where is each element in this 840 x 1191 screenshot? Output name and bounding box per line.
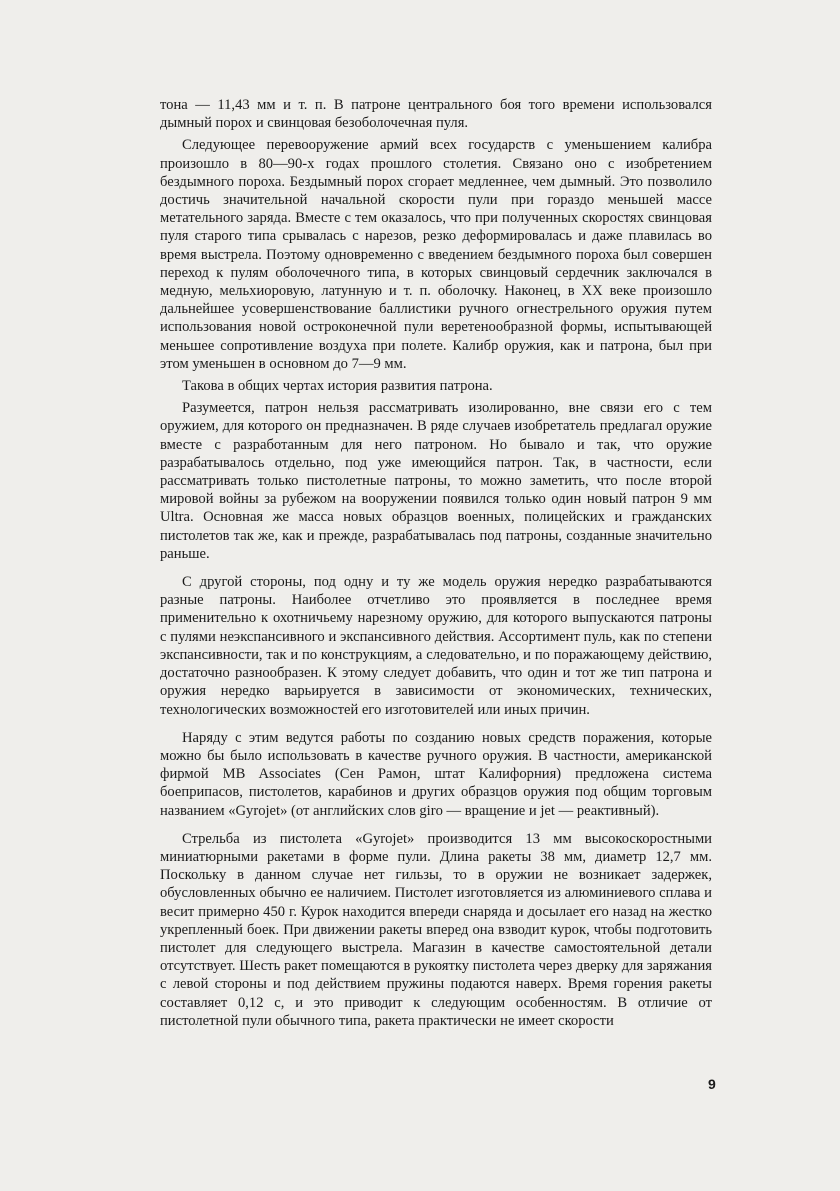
paragraph-5: С другой стороны, под одну и ту же модель оружия нередко разрабатываются разные патроны. Наиболее отчетливо это проявляется в последнее время применительно к охотничьему нарезному оружию, для которого выпускаются патроны с пулями неэкспансивного и экспансивного действия. Ассортимент пуль, как по степени экспансивности, так и по конструкциям, а следовательно, и по поражающему действию, достаточно разнообразен. К этому следует добавить, что один и тот же тип патрона и оружия нередко варьируется в зависимости от экономических, технических, технологических возможностей его изготовителей или иных причин. (160, 574, 712, 718)
paragraph-7: Стрельба из пистолета «Gyrojet» производится 13 мм высокоскоростными миниатюрными ракетами в форме пули. Длина ракеты 38 мм, диаметр 12,7 мм. Поскольку в данном случае нет гильзы, то в оружии не возникает задержек, обусловленных обычно ее наличием. Пистолет изготовляется из алюминиевого сплава и весит примерно 450 г. Курок находится впереди снаряда и досылает его назад на жестко укрепленный боек. При движении ракеты вперед она взводит курок, чтобы подготовить пистолет для следующего выстрела. Магазин в качестве самостоятельной детали отсутствует. Шесть ракет помещаются в рукоятку пистолета через дверку для заряжания с левой стороны и под действием пружины подаются наверх. Время горения ракеты составляет 0,12 с, и это приводит к следующим особенностям. В отличие от пистолетной пули обычного типа, ракета практически не имеет скорости (160, 830, 712, 1029)
page-number: 9 (708, 1076, 716, 1092)
body-text (160, 96, 712, 1034)
paragraph-3: Такова в общих чертах история развития патрона. (182, 378, 493, 395)
paragraph-2: Следующее перевооружение армий всех государств с уменьшением калибра произошло в 80—90-х годах прошлого столетия. Связано оно с изобретением бездымного пороха. Бездымный порох сгорает медленнее, чем дымный. Это позволило достичь значительной начальной скорости пули при гораздо меньшей массе метательного заряда. Вместе с тем оказалось, что при полученных скоростях свинцовая пуля старого типа срывалась с нарезов, резко деформировалась и даже плавилась во время выстрела. Поэтому одновременно с введением бездымного пороха был совершен переход к пулям оболочечного типа, в которых свинцовый сердечник заключался в медную, мельхиоровую, латунную и т. п. оболочку. Наконец, в XX веке произошло дальнейшее усовершенствование баллистики ручного огнестрельного оружия путем использования новой остроконечной пули веретенообразной формы, испытывающей меньшее сопротивление воздуха при полете. Калибр оружия, как и патрона, был при этом уменьшен в основном до 7—9 мм. (160, 137, 712, 372)
paragraph-1: тона — 11,43 мм и т. п. В патроне центрального боя того времени использовался дымный порох и свинцовая безоболочечная пуля. (160, 97, 712, 132)
paragraph-4: Разумеется, патрон нельзя рассматривать изолированно, вне связи его с тем оружием, для которого он предназначен. В ряде случаев изобретатель предлагал оружие вместе с разработанным для него патроном. Но бывало и так, что оружие разрабатывалось отдельно, под уже имеющийся патрон. Так, в частности, если рассматривать только пистолетные патроны, то можно заметить, что после второй мировой войны за рубежом на вооружении появился только один новый патрон 9 мм Ultra. Основная же масса новых образцов военных, полицейских и гражданских пистолетов так же, как и прежде, разрабатывалась под патроны, созданные значительно раньше. (160, 400, 712, 562)
paragraph-6: Наряду с этим ведутся работы по созданию новых средств поражения, которые можно бы было использовать в качестве ручного оружия. В частности, американской фирмой MB Associates (Сен Рамон, штат Калифорния) предложена система боеприпасов, пистолетов, карабинов и других образцов оружия под общим торговым названием «Gyrojet» (от английских слов giro — вращение и jet — реактивный). (160, 729, 712, 819)
